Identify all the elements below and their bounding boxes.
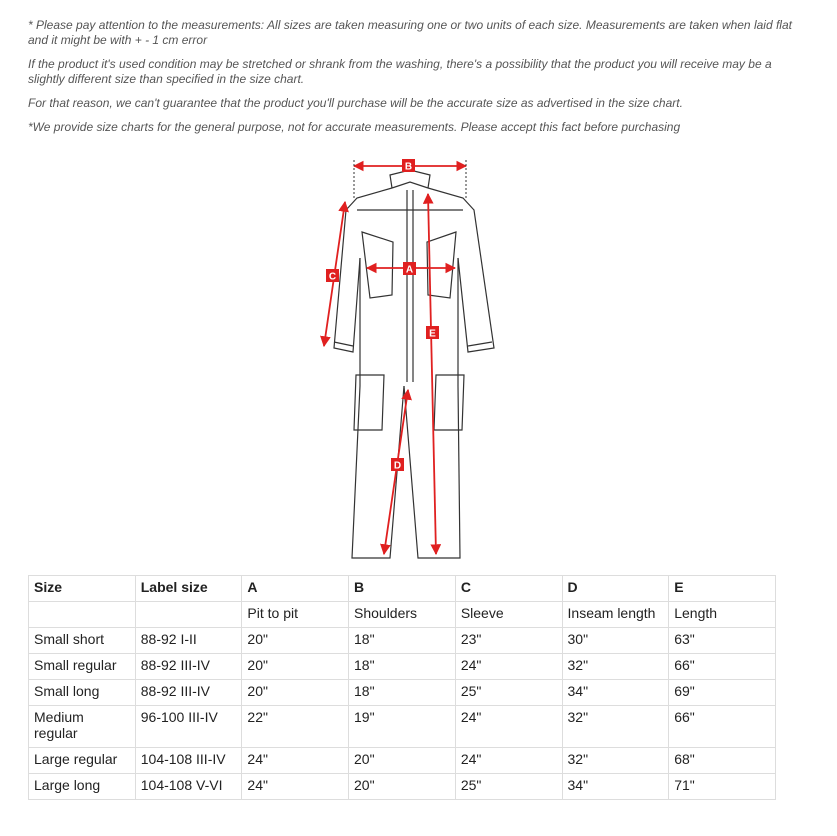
- note-measurement-accuracy: * Please pay attention to the measurements: All sizes are taken measuring one or two units of each size. Measurements are taken when laid flat and it might be with + - 1 cm error: [28, 18, 792, 47]
- table-cell: 23": [455, 628, 562, 654]
- table-header-row: [29, 576, 776, 602]
- coverall-measurement-diagram: [300, 150, 510, 564]
- subheader-cell: [135, 602, 242, 628]
- marker-c-label: C: [328, 271, 337, 283]
- table-cell: 18": [349, 654, 456, 680]
- subheader-shoulders: Shoulders: [349, 602, 456, 628]
- table-cell: 19": [349, 706, 456, 748]
- table-cell: 88-92 III-IV: [135, 680, 242, 706]
- note-used-condition: If the product it's used condition may be stretched or shrank from the washing, there's a possibility that the product you will receive may be a slightly different size than specified in the size chart.: [28, 57, 772, 86]
- note-general-purpose: *We provide size charts for the general purpose, not for accurate measurements. Please accept this fact before purchasing: [28, 120, 681, 134]
- marker-a-label: A: [405, 264, 414, 276]
- size-chart-table: [28, 575, 776, 800]
- table-cell: 96-100 III-IV: [135, 706, 242, 748]
- table-cell: 20": [242, 628, 349, 654]
- table-row: [29, 774, 776, 800]
- table-cell: 32": [562, 748, 669, 774]
- table-cell: Small regular: [29, 654, 136, 680]
- table-cell: 68": [669, 748, 776, 774]
- table-row: [29, 680, 776, 706]
- table-cell: 71": [669, 774, 776, 800]
- table-cell: 25": [455, 774, 562, 800]
- subheader-pit-to-pit: Pit to pit: [242, 602, 349, 628]
- coverall-outline: [334, 170, 494, 558]
- table-cell: 24": [242, 774, 349, 800]
- table-row: [29, 628, 776, 654]
- table-cell: 32": [562, 706, 669, 748]
- header-label-size: Label size: [135, 576, 242, 602]
- header-c: C: [455, 576, 562, 602]
- table-cell: 18": [349, 680, 456, 706]
- table-cell: 18": [349, 628, 456, 654]
- header-b: B: [349, 576, 456, 602]
- table-cell: 34": [562, 774, 669, 800]
- table-cell: 20": [349, 774, 456, 800]
- header-size: Size: [29, 576, 136, 602]
- marker-d-label: D: [393, 460, 402, 472]
- table-cell: 20": [242, 680, 349, 706]
- subheader-length: Length: [669, 602, 776, 628]
- header-d: D: [562, 576, 669, 602]
- table-cell: Small short: [29, 628, 136, 654]
- table-row: [29, 654, 776, 680]
- table-cell: 24": [455, 654, 562, 680]
- table-cell: Large regular: [29, 748, 136, 774]
- header-a: A: [242, 576, 349, 602]
- table-cell: 88-92 III-IV: [135, 654, 242, 680]
- note-no-guarantee: For that reason, we can't guarantee that the product you'll purchase will be the accurate size as advertised in the size chart.: [28, 96, 683, 110]
- table-cell: 104-108 III-IV: [135, 748, 242, 774]
- measure-line-d: [384, 390, 408, 554]
- table-cell: 88-92 I-II: [135, 628, 242, 654]
- table-cell: 63": [669, 628, 776, 654]
- table-subheader-row: [29, 602, 776, 628]
- table-cell: 20": [242, 654, 349, 680]
- subheader-cell: [29, 602, 136, 628]
- subheader-sleeve: Sleeve: [455, 602, 562, 628]
- table-cell: 24": [242, 748, 349, 774]
- marker-e-label: E: [429, 328, 436, 340]
- header-e: E: [669, 576, 776, 602]
- table-cell: 66": [669, 654, 776, 680]
- table-cell: 32": [562, 654, 669, 680]
- measure-line-e: [428, 194, 436, 554]
- subheader-inseam-length: Inseam length: [562, 602, 669, 628]
- table-cell: 24": [455, 748, 562, 774]
- table-cell: 24": [455, 706, 562, 748]
- table-cell: 104-108 V-VI: [135, 774, 242, 800]
- table-cell: 30": [562, 628, 669, 654]
- table-cell: 20": [349, 748, 456, 774]
- table-cell: 25": [455, 680, 562, 706]
- table-cell: 66": [669, 706, 776, 748]
- table-cell: Small long: [29, 680, 136, 706]
- table-cell: 69": [669, 680, 776, 706]
- table-cell: 22": [242, 706, 349, 748]
- table-row: [29, 706, 776, 748]
- marker-b-label: B: [404, 161, 413, 173]
- table-cell: Medium regular: [29, 706, 136, 748]
- table-cell: 34": [562, 680, 669, 706]
- table-cell: Large long: [29, 774, 136, 800]
- measurement-notes: [28, 18, 798, 144]
- table-row: [29, 748, 776, 774]
